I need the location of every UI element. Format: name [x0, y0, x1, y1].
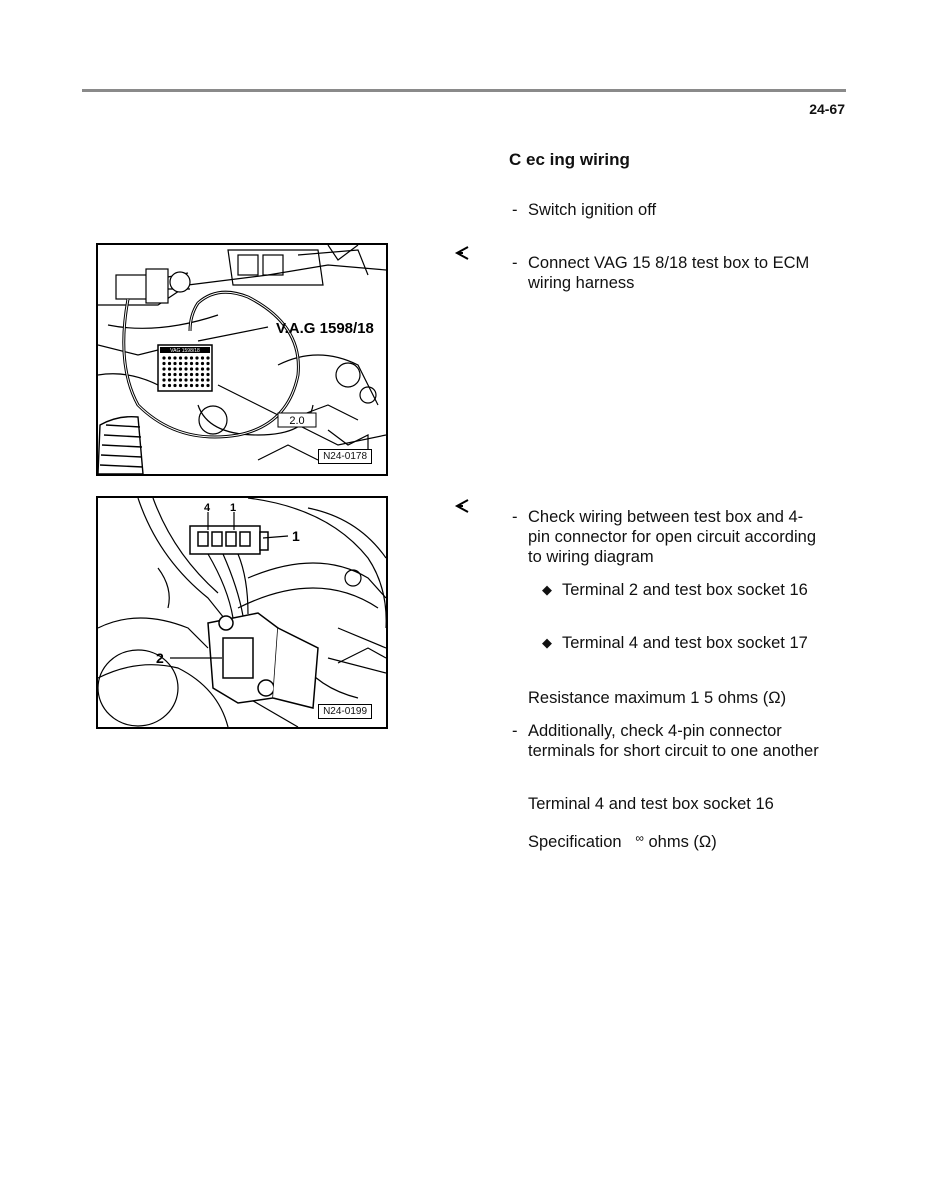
test-box-socket: [206, 367, 209, 370]
step-dash: -: [512, 508, 518, 526]
test-box-socket: [184, 378, 187, 381]
test-box-socket: [195, 373, 198, 376]
test-box-socket: [162, 356, 165, 359]
test-box-socket: [179, 356, 182, 359]
figure-id: N24-0199: [318, 704, 372, 719]
test-box-socket: [190, 373, 193, 376]
test-box-socket: [179, 384, 182, 387]
test-box-socket: [190, 362, 193, 365]
test-box-label: VAG 1598/18: [170, 348, 200, 354]
step-connect-test-box: [512, 253, 822, 293]
engine-badge: 2.0: [289, 415, 305, 427]
resistance-spec: Resistance maximum 1 5 ohms (Ω): [528, 689, 787, 707]
spec-unit: ohms (Ω): [648, 833, 717, 851]
test-box-socket: [162, 378, 165, 381]
specification-line: [528, 828, 717, 852]
bullet-text: Terminal 2 and test box socket 16: [562, 581, 808, 599]
test-box-socket: [184, 362, 187, 365]
bullet-terminal-2: [542, 580, 822, 600]
step-text: Connect VAG 15 8/18 test box to ECM wiring harness: [528, 254, 810, 292]
callout-2: 2: [156, 650, 164, 666]
diamond-bullet-icon: ◆: [542, 635, 552, 650]
bullet-terminal-4: [542, 633, 822, 653]
test-box-socket: [190, 367, 193, 370]
spec-label: Specification: [528, 833, 622, 851]
test-box-socket: [206, 362, 209, 365]
test-box-socket: [201, 362, 204, 365]
test-box-socket: [179, 362, 182, 365]
test-box-socket: [195, 362, 198, 365]
terminal-check: Terminal 4 and test box socket 16: [528, 795, 774, 813]
test-box-socket: [201, 378, 204, 381]
test-box-socket: [201, 373, 204, 376]
test-box-socket: [195, 384, 198, 387]
test-box-socket: [179, 367, 182, 370]
test-box-socket: [206, 384, 209, 387]
test-box-socket: [195, 367, 198, 370]
step-check-short-circuit: [512, 721, 822, 761]
test-box-socket: [184, 384, 187, 387]
bullet-text: Terminal 4 and test box socket 17: [562, 634, 808, 652]
test-box-socket: [201, 367, 204, 370]
test-box-socket: [206, 378, 209, 381]
pin-4-label: 4: [204, 502, 211, 514]
test-box-socket: [173, 356, 176, 359]
header-rule: [82, 89, 846, 92]
test-box-socket: [168, 356, 171, 359]
step-switch-ignition: [512, 200, 822, 220]
diamond-bullet-icon: ◆: [542, 582, 552, 597]
test-box-socket: [195, 378, 198, 381]
test-box-socket: [168, 362, 171, 365]
test-box-socket: [184, 367, 187, 370]
test-box-socket: [190, 378, 193, 381]
test-box-socket: [173, 378, 176, 381]
test-box-socket: [184, 373, 187, 376]
test-box-socket: [168, 384, 171, 387]
step-text: Check wiring between test box and 4-pin connector for open circuit according to wiring diagram: [528, 508, 816, 566]
figure-id: N24-0178: [318, 449, 372, 464]
test-box-socket: [173, 384, 176, 387]
test-box-socket: [184, 356, 187, 359]
reference-arrow-icon: [454, 498, 472, 514]
step-text: Switch ignition off: [528, 201, 657, 219]
test-box-socket: [168, 373, 171, 376]
section-heading: C ec ing wiring: [509, 150, 630, 169]
test-box-socket: [179, 373, 182, 376]
test-box-socket: [206, 373, 209, 376]
test-box-socket: [190, 356, 193, 359]
test-box-socket: [162, 384, 165, 387]
test-box-socket: [190, 384, 193, 387]
step-dash: -: [512, 722, 518, 740]
test-box-socket: [206, 356, 209, 359]
test-box-socket: [168, 378, 171, 381]
test-box-socket: [162, 362, 165, 365]
step-check-open-circuit: [512, 507, 822, 567]
reference-arrow-icon: [454, 245, 472, 261]
figure-4pin-connector: [96, 496, 388, 729]
test-box-socket: [168, 367, 171, 370]
test-box-socket: [201, 356, 204, 359]
step-dash: -: [512, 254, 518, 272]
figure-test-box-connection: [96, 243, 388, 476]
test-box-socket: [173, 367, 176, 370]
test-box-socket: [173, 362, 176, 365]
infinity-symbol: ∞: [635, 831, 644, 845]
test-box-socket: [201, 384, 204, 387]
test-box-socket: [162, 367, 165, 370]
step-text: Additionally, check 4-pin connector terminals for short circuit to one another: [528, 722, 819, 760]
connector-illustration: [98, 498, 386, 727]
test-box-socket: [179, 378, 182, 381]
page-number: 24-67: [809, 101, 845, 117]
tool-callout: V.A.G 1598/18: [276, 320, 374, 337]
step-dash: -: [512, 201, 518, 219]
engine-bay-illustration: [98, 245, 386, 474]
test-box-socket: [173, 373, 176, 376]
test-box-socket: [195, 356, 198, 359]
pin-1-label: 1: [230, 502, 237, 514]
callout-1: 1: [292, 528, 300, 544]
test-box-socket: [162, 373, 165, 376]
